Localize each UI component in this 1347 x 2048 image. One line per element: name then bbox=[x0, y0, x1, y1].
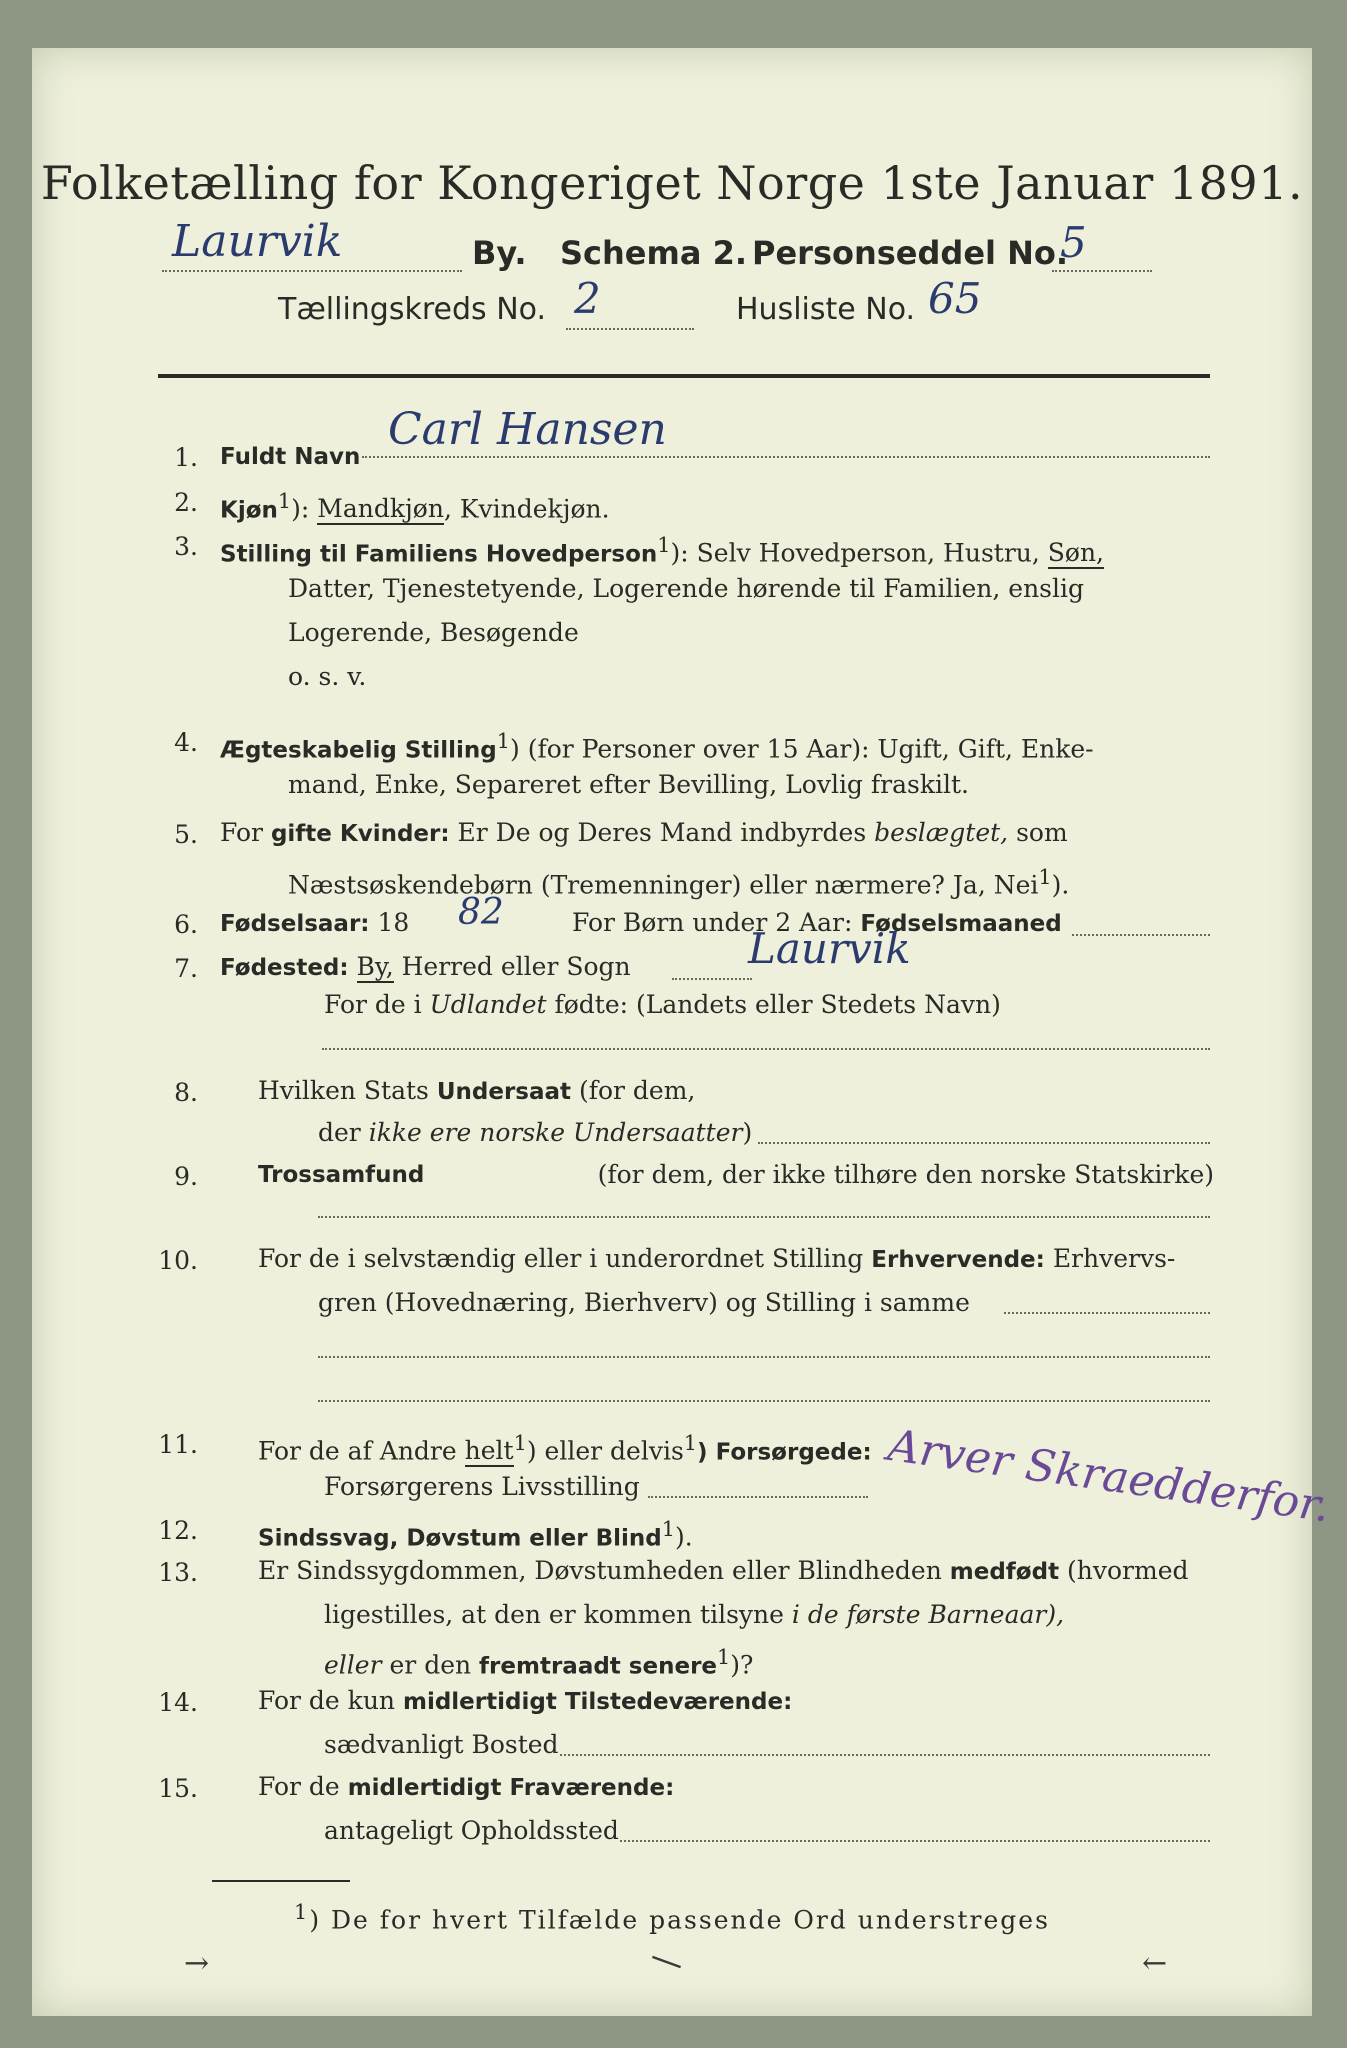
q15-label: midlertidigt Fraværende: bbox=[347, 1775, 675, 1801]
q1-answer: Carl Hansen bbox=[388, 404, 667, 455]
q11-answer: Arver Skraedderfor. bbox=[884, 1420, 1333, 1533]
q6-label: Fødselsaar: bbox=[220, 911, 370, 937]
q6-dotline bbox=[1072, 934, 1210, 936]
q3-sup: 1 bbox=[657, 533, 671, 557]
q14-dotline bbox=[560, 1754, 1210, 1756]
q3-opt-son: Søn, bbox=[1047, 538, 1105, 568]
q4-label: Ægteskabelig Stilling bbox=[220, 737, 497, 764]
q7-line2a: For de i bbox=[324, 990, 422, 1019]
q8-line2-row bbox=[318, 1118, 752, 1148]
q2-opt-mandkjon: Mandkjøn bbox=[317, 494, 444, 524]
personseddel-value: 5 bbox=[1060, 218, 1087, 267]
q4-text: ) (for Personer over 15 Aar): Ugift, Gift, Enke- bbox=[510, 734, 1094, 764]
q11-helt: helt bbox=[464, 1436, 514, 1466]
q7-number: 7. bbox=[174, 954, 198, 983]
kreds-label: Tællingskreds No. bbox=[278, 292, 546, 327]
kreds-dotline bbox=[566, 328, 694, 330]
q3-row bbox=[220, 530, 1104, 569]
husliste-value: 65 bbox=[928, 274, 982, 323]
q9-text: (for dem, der ikke tilhøre den norske Statskirke) bbox=[597, 1160, 1214, 1189]
q1-dotline bbox=[362, 456, 1210, 458]
q4-line2: mand, Enke, Separeret efter Bevilling, Lovlig fraskilt. bbox=[288, 770, 969, 799]
q7-row bbox=[220, 952, 631, 983]
q13-line2a: ligestilles, at den er kommen tilsyne bbox=[324, 1600, 784, 1629]
city-dotline bbox=[162, 270, 462, 272]
crop-mark-left: → bbox=[184, 1946, 210, 1981]
q2-label: Kjøn bbox=[220, 497, 278, 524]
footnote-text: ) De for hvert Tilfælde passende Ord understreges bbox=[309, 1905, 1050, 1935]
q1-label: Fuldt Navn bbox=[220, 444, 361, 470]
q9-label: Trossamfund bbox=[258, 1162, 425, 1188]
q11-row bbox=[258, 1428, 872, 1467]
q8-row bbox=[258, 1076, 695, 1107]
q13-line3d: )? bbox=[730, 1650, 754, 1680]
q5-pre: For bbox=[220, 818, 263, 847]
q6-number: 6. bbox=[174, 910, 198, 939]
q5-italic: beslægtet, bbox=[874, 818, 1009, 847]
q5-line2-row bbox=[288, 862, 1069, 900]
q11-number: 11. bbox=[158, 1430, 198, 1459]
q10-answer-dotline-2 bbox=[318, 1400, 1210, 1402]
q4-sup: 1 bbox=[496, 729, 511, 753]
crop-mark-center: | bbox=[646, 1950, 684, 1973]
q12-row bbox=[258, 1514, 693, 1553]
q5-text2: som bbox=[1016, 818, 1068, 847]
husliste-label: Husliste No. bbox=[736, 292, 916, 327]
q2-row bbox=[220, 486, 610, 525]
q3-line3: Logerende, Besøgende bbox=[288, 618, 579, 647]
q7-line2b: Udlandet bbox=[429, 990, 547, 1019]
q13-line3a: eller bbox=[324, 1650, 382, 1680]
q5-label: gifte Kvinder: bbox=[270, 821, 450, 847]
q9-row bbox=[258, 1160, 1214, 1190]
q2-sup: 1 bbox=[277, 489, 292, 513]
q8-line2c: ) bbox=[742, 1118, 753, 1147]
q3-text: ): Selv Hovedperson, Hustru, bbox=[670, 538, 1040, 568]
q15-row bbox=[258, 1772, 674, 1803]
q11-pre: For de af Andre bbox=[258, 1436, 457, 1466]
q7-opt-by: By, bbox=[356, 952, 394, 981]
footnote-rule bbox=[212, 1880, 350, 1882]
q15-dotline bbox=[620, 1840, 1210, 1842]
q8-line2b: ikke ere norske Undersaatter bbox=[368, 1118, 743, 1147]
q11-line2: Forsørgerens Livsstilling bbox=[324, 1472, 640, 1501]
q7-text: Herred eller Sogn bbox=[401, 952, 631, 981]
q10-number: 10. bbox=[158, 1246, 198, 1275]
q15-number: 15. bbox=[158, 1774, 198, 1803]
kreds-value: 2 bbox=[574, 274, 601, 323]
q2-colon: ): bbox=[291, 494, 310, 524]
q3-line4: o. s. v. bbox=[288, 662, 367, 691]
q5-row bbox=[220, 818, 1068, 849]
q14-label: midlertidigt Tilstedeværende: bbox=[402, 1689, 793, 1715]
q9-answer-dotline bbox=[318, 1216, 1210, 1218]
q7-answer: Laurvik bbox=[748, 924, 911, 973]
q11-dotline bbox=[648, 1496, 868, 1498]
q11-text: ) eller delvis bbox=[526, 1436, 684, 1466]
q12-end: ). bbox=[675, 1522, 693, 1552]
q2-number: 2. bbox=[174, 488, 198, 517]
q13-label: medfødt bbox=[949, 1559, 1060, 1585]
q14-row bbox=[258, 1686, 792, 1717]
q13-line3c: fremtraadt senere bbox=[479, 1653, 718, 1680]
q6-year-prefix: 18 bbox=[377, 908, 410, 937]
q13-sup: 1 bbox=[717, 1645, 731, 1669]
q11-label: ) Forsørgede: bbox=[697, 1439, 872, 1466]
schema-label: Schema 2. bbox=[560, 234, 747, 272]
q8-text: (for dem, bbox=[578, 1076, 696, 1105]
q3-number: 3. bbox=[174, 532, 198, 561]
q7-dotline bbox=[672, 978, 752, 980]
q5-end: ). bbox=[1051, 870, 1070, 900]
q13-number: 13. bbox=[158, 1558, 198, 1587]
q13-text: (hvormed bbox=[1067, 1556, 1189, 1585]
q10-label: Erhvervende: bbox=[871, 1247, 1045, 1273]
q2-opt-kvindekjon: , Kvindekjøn. bbox=[443, 494, 610, 524]
q7-answer-dotline bbox=[322, 1048, 1210, 1050]
q5-line2: Næstsøskendebørn (Tremenninger) eller nærmere? Ja, Nei bbox=[288, 870, 1039, 900]
q11-sup-1: 1 bbox=[513, 1431, 527, 1455]
q10-text: Erhvervs- bbox=[1052, 1244, 1176, 1273]
q3-label: Stilling til Familiens Hovedperson bbox=[220, 541, 658, 568]
q8-dotline bbox=[758, 1142, 1210, 1144]
q8-label: Undersaat bbox=[436, 1079, 572, 1105]
q4-row bbox=[220, 726, 1094, 765]
q12-sup: 1 bbox=[661, 1517, 676, 1541]
q10-dotline bbox=[1004, 1312, 1210, 1314]
q15-pre: For de bbox=[258, 1772, 340, 1801]
q7-line2c: fødte: (Landets eller Stedets Navn) bbox=[554, 990, 1001, 1019]
q13-row bbox=[258, 1556, 1189, 1587]
q14-number: 14. bbox=[158, 1688, 198, 1717]
q10-line2: gren (Hovednæring, Bierhverv) og Stilling i samme bbox=[318, 1288, 970, 1317]
q7-label: Fødested: bbox=[220, 955, 349, 981]
personseddel-label: Personseddel No. bbox=[752, 234, 1069, 272]
q5-sup: 1 bbox=[1038, 865, 1052, 889]
footnote bbox=[32, 1900, 1312, 1934]
q1-number: 1. bbox=[174, 443, 198, 472]
q12-number: 12. bbox=[158, 1516, 198, 1545]
q6-row bbox=[220, 908, 409, 939]
q10-pre: For de i selvstændig eller i underordnet Stilling bbox=[258, 1244, 864, 1273]
header-rule bbox=[158, 374, 1210, 378]
q8-line2a: der bbox=[318, 1118, 361, 1147]
personseddel-dotline bbox=[1052, 270, 1152, 272]
q13-line3-row bbox=[324, 1642, 753, 1681]
q13-pre: Er Sindssygdommen, Døvstumheden eller Blindheden bbox=[258, 1556, 942, 1585]
q7-line2-row bbox=[324, 990, 1001, 1020]
q6-text: For Børn under 2 Aar: bbox=[572, 908, 853, 937]
q13-line3b: er den bbox=[389, 1650, 472, 1680]
q9-number: 9. bbox=[174, 1162, 198, 1191]
census-form bbox=[32, 48, 1333, 2016]
crop-mark-right: ← bbox=[1142, 1946, 1168, 1981]
q8-number: 8. bbox=[174, 1078, 198, 1107]
city-handwritten: Laurvik bbox=[172, 216, 343, 267]
q4-number: 4. bbox=[174, 728, 198, 757]
q15-line2: antageligt Opholdssted bbox=[324, 1816, 619, 1845]
by-label: By. bbox=[472, 234, 527, 272]
q5-text1: Er De og Deres Mand indbyrdes bbox=[457, 818, 867, 847]
footnote-sup: 1 bbox=[294, 1900, 310, 1924]
q14-pre: For de kun bbox=[258, 1686, 396, 1715]
q11-sup-2: 1 bbox=[683, 1431, 698, 1455]
form-title: Folketælling for Kongeriget Norge 1ste Januar 1891. bbox=[40, 156, 1304, 210]
q13-line2b: i de første Barneaar), bbox=[791, 1600, 1065, 1629]
q6-year-value: 82 bbox=[458, 892, 504, 933]
q14-line2: sædvanligt Bosted bbox=[324, 1730, 559, 1759]
q3-line2: Datter, Tjenestetyende, Logerende hørende til Familien, enslig bbox=[288, 574, 1085, 603]
q5-number: 5. bbox=[174, 820, 198, 849]
q10-row bbox=[258, 1244, 1175, 1275]
q8-pre: Hvilken Stats bbox=[258, 1076, 429, 1105]
q10-answer-dotline-1 bbox=[318, 1356, 1210, 1358]
q12-label: Sindssvag, Døvstum eller Blind bbox=[258, 1525, 662, 1552]
q13-line2-row bbox=[324, 1600, 1064, 1630]
q6-label2: Fødselsmaaned bbox=[860, 911, 1062, 937]
